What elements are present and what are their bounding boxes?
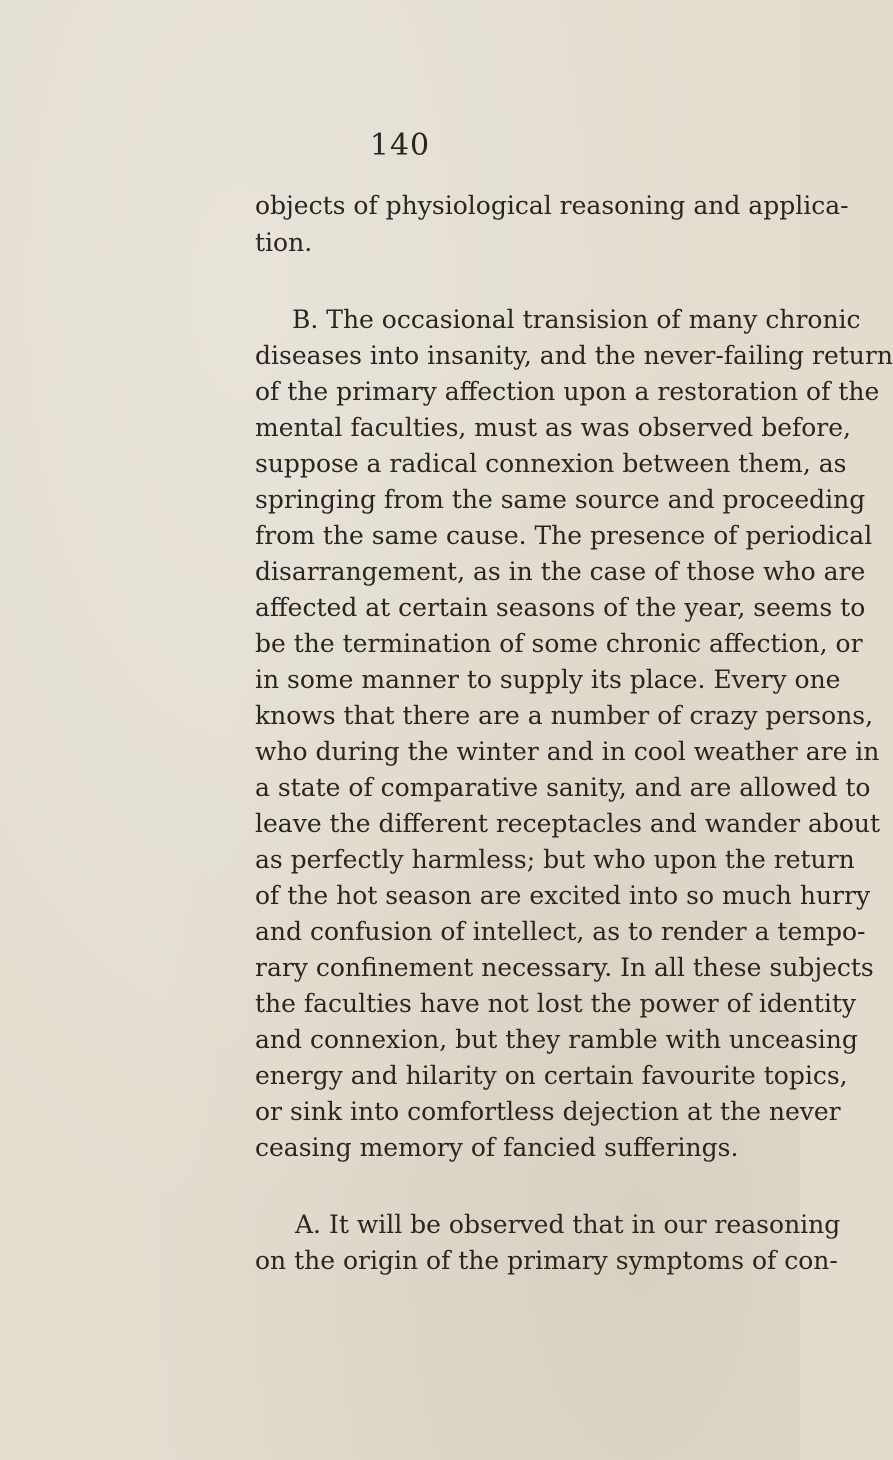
page-number: 140 <box>369 128 431 163</box>
text-line: springing from the same source and proceeding <box>255 485 866 514</box>
text-line: of the hot season are excited into so much hurry <box>255 881 871 910</box>
text-line: or sink into comfortless dejection at the never <box>255 1097 841 1126</box>
text-line: as perfectly harmless; but who upon the return <box>255 845 855 874</box>
text-line: knows that there are a number of crazy persons, <box>255 701 874 730</box>
text-line: diseases into insanity, and the never-failing return <box>255 341 893 370</box>
text-line: the faculties have not lost the power of identity <box>255 989 857 1018</box>
text-line: objects of physiological reasoning and applica- <box>255 191 849 220</box>
text-line: a state of comparative sanity, and are allowed to <box>255 773 871 802</box>
text-line: mental faculties, must as was observed before, <box>255 413 851 442</box>
text-line: rary confinement necessary. In all these subjects <box>255 953 874 982</box>
text-line: from the same cause. The presence of periodical <box>255 521 873 550</box>
text-line: leave the different receptacles and wander about <box>255 809 881 838</box>
text-line: who during the winter and in cool weather are in <box>255 737 880 766</box>
text-line: suppose a radical connexion between them, as <box>255 449 847 478</box>
text-line: in some manner to supply its place. Every one <box>255 665 841 694</box>
text-line: and connexion, but they ramble with unceasing <box>255 1025 858 1054</box>
text-line: B. The occasional transision of many chronic <box>292 305 861 334</box>
text-line: tion. <box>255 228 313 257</box>
text-line: energy and hilarity on certain favourite topics, <box>255 1061 848 1090</box>
text-line: disarrangement, as in the case of those who are <box>255 557 866 586</box>
text-line: A. It will be observed that in our reasoning <box>295 1210 841 1239</box>
text-line: on the origin of the primary symptoms of con- <box>255 1246 838 1275</box>
text-line: affected at certain seasons of the year, seems to <box>255 593 866 622</box>
text-line: of the primary affection upon a restoration of the <box>255 377 880 406</box>
text-line: ceasing memory of fancied sufferings. <box>255 1133 739 1162</box>
text-line: be the termination of some chronic affection, or <box>255 629 863 658</box>
text-line: and confusion of intellect, as to render a tempo- <box>255 917 866 946</box>
